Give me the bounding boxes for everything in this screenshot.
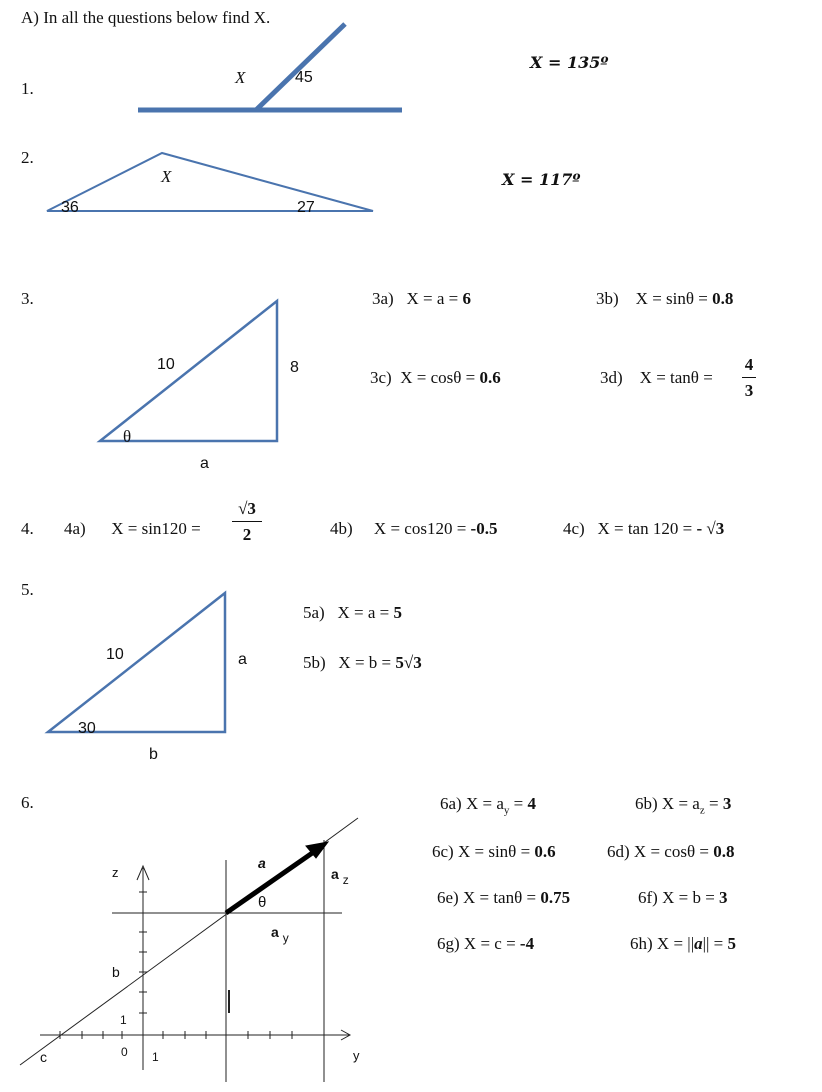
q6-ay-label: a y [271, 924, 289, 945]
q1-answer: X = 135º [530, 53, 609, 72]
q6-graph [20, 818, 358, 1082]
q3-theta: θ [123, 427, 132, 446]
q3-triangle [100, 301, 277, 441]
q3-adjacent: a [200, 455, 209, 472]
q6-az-label: a z [331, 866, 349, 887]
vector-a-shaft [226, 849, 318, 913]
q6c: 6c) X = sinθ = 0.6 [432, 842, 556, 861]
q2-angle-x: X [161, 167, 172, 186]
q5-number: 5. [21, 580, 34, 599]
q5-adjacent: b [149, 746, 158, 763]
q5-opposite: a [238, 651, 247, 668]
q1-number: 1. [21, 79, 34, 98]
q2-number: 2. [21, 148, 34, 167]
q6-number: 6. [21, 793, 34, 812]
q1-slanted-line [256, 24, 345, 110]
q3c: 3c) X = cosθ = 0.6 [370, 368, 501, 387]
q5-triangle [48, 593, 225, 732]
q3b: 3b) X = sinθ = 0.8 [596, 289, 734, 308]
q6-b-label: b [112, 964, 120, 980]
q6f: 6f) X = b = 3 [638, 888, 728, 907]
q5-hypotenuse: 10 [106, 646, 124, 663]
q3d: 3d) X = tanθ = [600, 368, 713, 387]
q6-c-label: c [40, 1049, 47, 1065]
q4c: 4c) X = tan 120 = - √3 [563, 519, 725, 538]
q6-theta: θ [258, 894, 267, 911]
q6b: 6b) $X = a_z = 3$ [635, 794, 732, 817]
q3-hypotenuse: 10 [157, 356, 175, 373]
q1-angle-x: X [235, 68, 246, 87]
q6-z-axis-label: z [112, 865, 119, 880]
q6a: 6a) $X = a_y = 4$ [440, 794, 536, 817]
q3d-fraction: 4 3 [742, 356, 756, 399]
q5a: 5a) X = a = 5 [303, 603, 402, 622]
q2-angle-left: 36 [61, 199, 79, 216]
q2-triangle [47, 153, 373, 211]
q6d: 6d) X = cosθ = 0.8 [607, 842, 735, 861]
q6h: 6h) X = ||a|| = 5 [630, 934, 736, 953]
q2-answer: X = 117º [502, 170, 581, 189]
q3-number: 3. [21, 289, 34, 308]
q4b: 4b) X = cos120 = -0.5 [330, 519, 498, 538]
q6-y-axis-label: y [353, 1048, 360, 1063]
q4a-fraction: √3 2 [232, 500, 262, 543]
q6-vector-label: a [258, 855, 266, 871]
q6e: 6e) X = tanθ = 0.75 [437, 888, 571, 907]
q5b: 5b) X = b = 5√3 [303, 653, 422, 672]
q6g: 6g) X = c = -4 [437, 934, 535, 953]
q1-angle-given: 45 [295, 69, 313, 86]
q3a: 3a) X = a = 6 [372, 289, 471, 308]
q6-origin: 0 [121, 1045, 128, 1059]
q4-number: 4. [21, 519, 34, 538]
q1-figure [138, 24, 402, 110]
q2-angle-right: 27 [297, 199, 315, 216]
page-heading: A) In all the questions below find X. [21, 8, 271, 27]
q5-angle: 30 [78, 720, 96, 737]
q6-y-one: 1 [152, 1050, 159, 1064]
q3-opposite: 8 [290, 359, 299, 376]
q4a: 4a) X = sin120 = [64, 519, 201, 538]
q6-z-one: 1 [120, 1013, 127, 1027]
